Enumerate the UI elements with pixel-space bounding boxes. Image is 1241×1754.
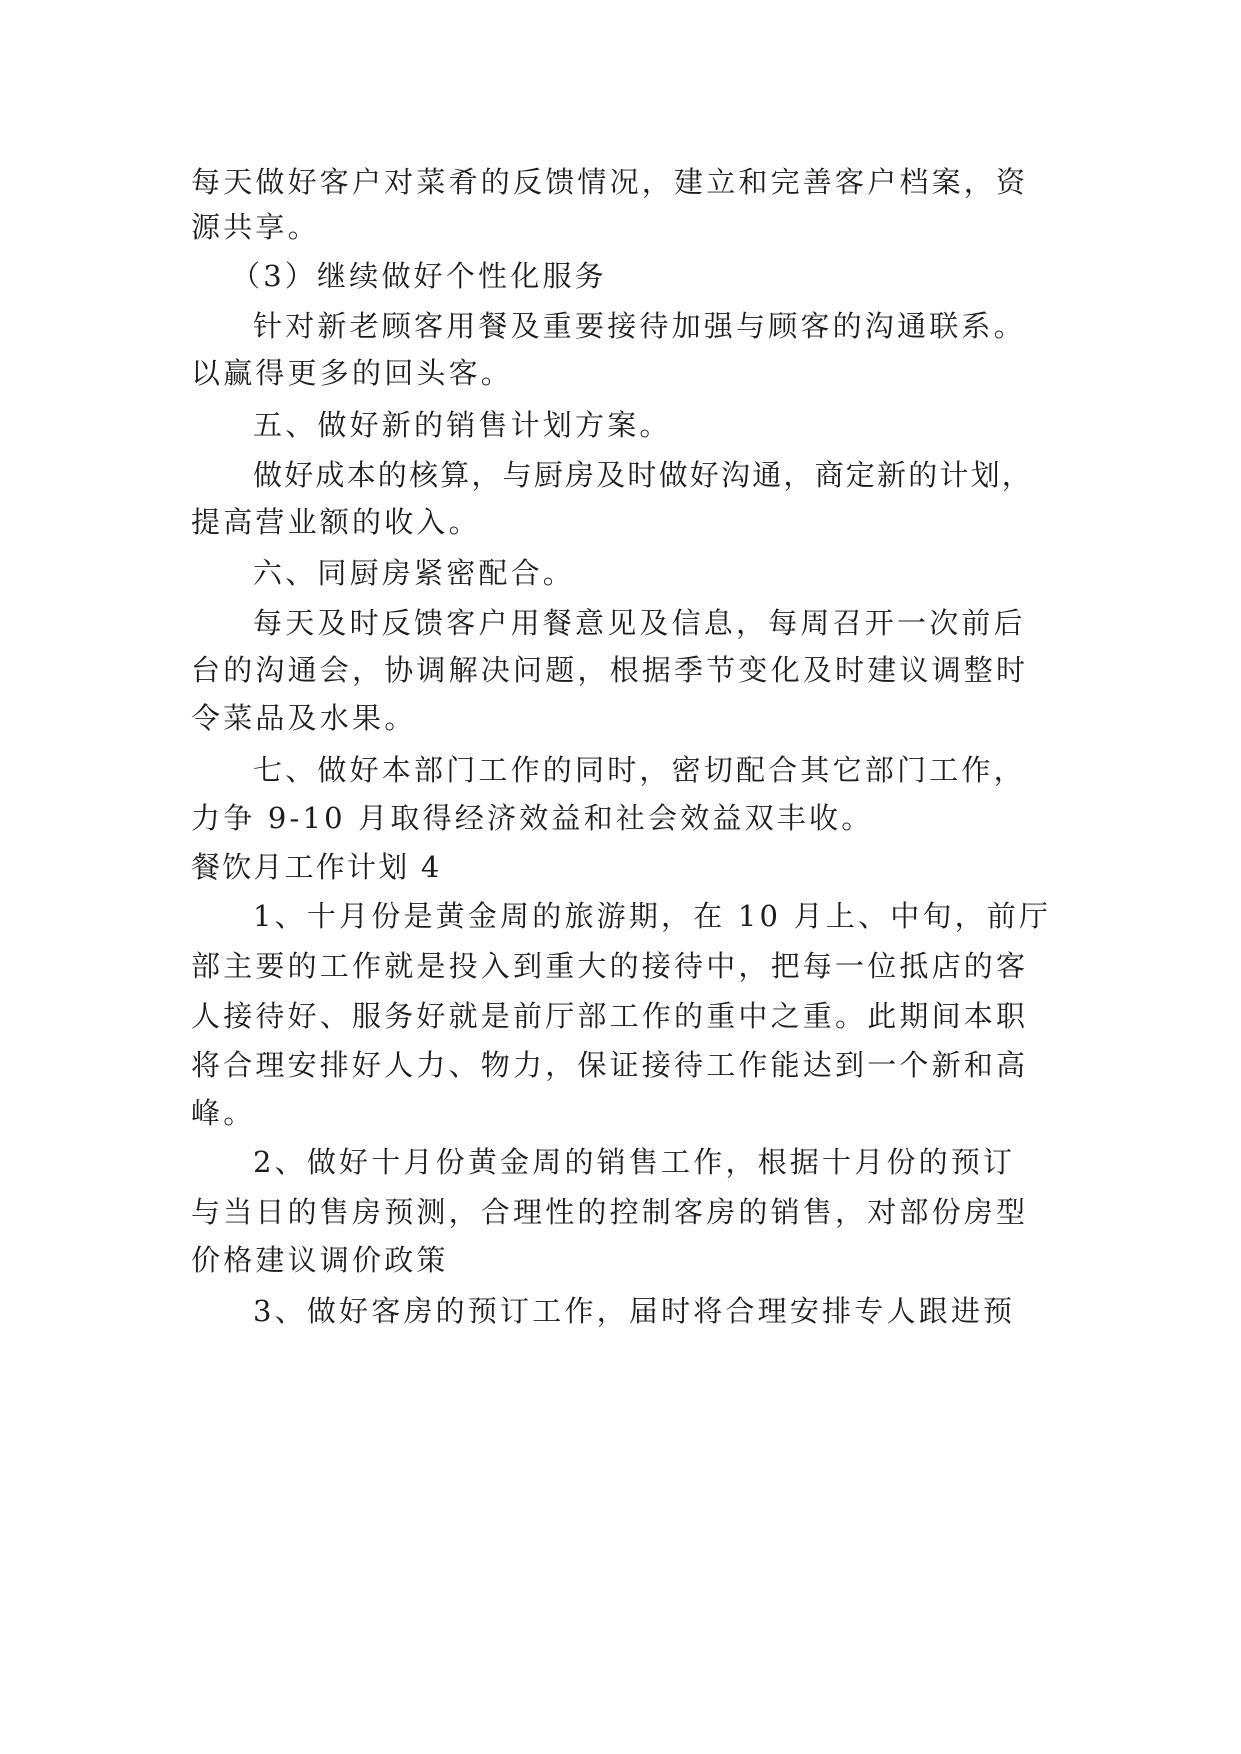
text-line: 1、十月份是黄金周的旅游期，在 10 月上、中旬，前厅 [253,899,1052,933]
text-line: 将合理安排好人力、物力，保证接待工作能达到一个新和高 [191,1048,1029,1082]
text-line: （3）继续做好个性化服务 [231,259,607,293]
text-line: 台的沟通会，协调解决问题，根据季节变化及时建议调整时 [191,653,1029,687]
text-line: 针对新老顾客用餐及重要接待加强与顾客的沟通联系。 [253,309,1026,343]
text-line: 人接待好、服务好就是前厅部工作的重中之重。此期间本职 [191,999,1029,1033]
text-line: 六、同厨房紧密配合。 [253,556,576,590]
text-line: 峰。 [191,1096,256,1130]
text-line: 每天做好客户对菜肴的反馈情况，建立和完善客户档案，资 [191,165,1029,199]
text-line: 以赢得更多的回头客。 [191,356,514,390]
text-line: 源共享。 [191,210,320,244]
text-line: 2、做好十月份黄金周的销售工作，根据十月份的预订 [253,1145,1016,1179]
text-line: 五、做好新的销售计划方案。 [253,408,672,442]
text-line: 3、做好客房的预订工作，届时将合理安排专人跟进预 [253,1294,1016,1328]
text-line: 提高营业额的收入。 [191,505,481,539]
text-line: 价格建议调价政策 [191,1243,449,1277]
text-line: 力争 9-10 月取得经济效益和社会效益双丰收。 [191,801,874,835]
text-line: 做好成本的核算，与厨房及时做好沟通，商定新的计划， [253,458,1034,492]
text-line: 七、做好本部门工作的同时，密切配合其它部门工作， [253,753,1026,787]
text-line: 与当日的售房预测，合理性的控制客房的销售，对部份房型 [191,1195,1029,1229]
text-line: 部主要的工作就是投入到重大的接待中，把每一位抵店的客 [191,949,1029,983]
text-line: 令菜品及水果。 [191,701,417,735]
text-line: 每天及时反馈客户用餐意见及信息，每周召开一次前后 [253,606,1026,640]
section-heading: 餐饮月工作计划 4 [191,850,442,884]
